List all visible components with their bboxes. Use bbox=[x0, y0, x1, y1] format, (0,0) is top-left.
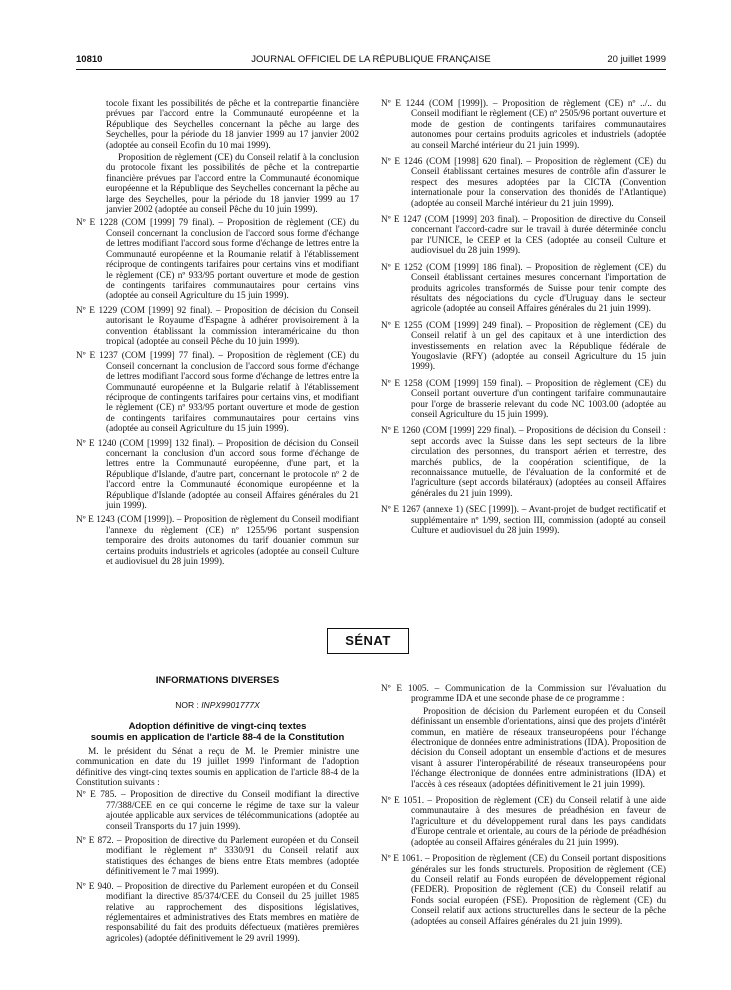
list-item: Nº E 872. – Proposition de directive du Parlement européen et du Conseil modifiant le règlement nº 3330/91 du Conseil relatif aux statistiques des échanges de biens entre Etats membres (adoptée définitivement le 7 mai 1999). bbox=[76, 836, 359, 878]
list-item: Nº E 1244 (COM [1999]). – Proposition de règlement (CE) nº ../.. du Conseil modifiant le règlement (CE) nº 2505/96 portant ouverture et mode de gestion de contingents tarifaires communautaires autonomes pour certains produits agricoles et industriels (adoptée au conseil Marché intérieur du 21 juin 1999). bbox=[381, 99, 666, 151]
list-item: Nº E 1252 (COM [1999] 186 final). – Proposition de règlement (CE) du Conseil établissant certaines mesures concernant l'importation de produits agricoles transformés de Suisse pour tenir compte des résultats des négociations du cycle d'Uruguay dans le secteur agricole (adoptée au conseil Affaires générales du 21 juin 1999). bbox=[381, 262, 666, 315]
journal-title: JOURNAL OFFICIEL DE LA RÉPUBLIQUE FRANÇAISE bbox=[251, 54, 491, 65]
list-item: Nº E 1240 (COM [1999] 132 final). – Proposition de décision du Conseil concernant la conclusion d'un accord sous forme d'échange de lettres entre la Communauté européenne, d'une part, et la République d'Islande, d'autre part, concernant le protocole nº 2 de l'accord entre la Communauté économique européenne et la République d'Islande (adoptée au conseil Affaires générales du 21 juin 1999). bbox=[76, 438, 359, 512]
nor-reference bbox=[76, 700, 359, 710]
list-item: Nº E 1237 (COM [1999] 77 final). – Proposition de règlement (CE) du Conseil concernant la conclusion de l'accord sous forme d'échange de lettres modifiant l'accord sous forme d'échange de lettres entre la Communauté européenne et la Bulgarie relatif à l'établissement réciproque de contingents tarifaires pour certains vins, et modifiant le règlement (CE) nº 933/95 portant ouverture et mode de gestion de contingents tarifaires communautaires pour certains vins (adoptée au conseil Agriculture du 15 juin 1999). bbox=[76, 351, 359, 435]
list-item: Nº E 1061. – Proposition de règlement (CE) du Conseil portant dispositions générales sur les fonds structurels. Proposition de règlement (CE) du Conseil relatif au Fonds européen de développement régional (FEDER). Proposition de règlement (CE) du Conseil relatif au Fonds social européen (FSE). Proposition de règlement (CE) du Conseil relatif aux actions structurelles dans le secteur de la pêche (adoptées au conseil Affaires générales du 21 juin 1999). bbox=[381, 854, 666, 927]
page-number: 10810 bbox=[76, 54, 103, 65]
list-item: Nº E 1228 (COM [1999] 79 final). – Proposition de règlement (CE) du Conseil concernant la conclusion de l'accord sous forme d'échange de lettres modifiant l'accord sous forme d'échange de lettres entre la Communauté européenne et la Roumanie relatif à l'établissement réciproque de contingents tarifaires pour certains vins et modifiant le règlement (CE) nº 933/95 portant ouverture et mode de gestion de contingents tarifaires communautaires pour certains vins (adoptée au conseil Agriculture du 15 juin 1999). bbox=[76, 218, 359, 302]
column-left-bottom bbox=[76, 676, 359, 948]
column-left-top bbox=[76, 99, 359, 571]
header-rule bbox=[76, 69, 666, 70]
issue-date: 20 juillet 1999 bbox=[607, 54, 666, 65]
list-item: Nº E 1255 (COM [1999] 249 final). – Proposition de règlement (CE) du Conseil relatif à un gel des capitaux et à une interdiction des investissements en relation avec la République fédérale de Yougoslavie (RFY) (adoptée au conseil Agriculture du 15 juin 1999). bbox=[381, 320, 666, 373]
list-item: Nº E 1260 (COM [1999] 229 final). – Propositions de décision du Conseil : sept accords avec la Suisse dans les sept secteurs de la libre circulation des personnes, du transport aérien et terrestre, des marchés publics, de la coopération scientifique, de la reconnaissance mutuelle, de l'évaluation de la conformité et de l'agriculture (sept accords bilatéraux) (adoptées au conseil Affaires générales du 21 juin 1999). bbox=[381, 426, 666, 499]
continued-text: Proposition de décision du Parlement européen et du Conseil définissant un ensemble d'orientations, ainsi que des projets d'intérêt commun, en matière de réseaux transeuropéens pour l'échange électronique de données entre administrations (IDA). Proposition de décision du Conseil adoptant un ensemble d'actions et de mesures visant à assurer l'interopérabilité de réseaux transeuropéens pour l'échange électronique de données entre administrations (IDA) et l'accès à ces réseaux (adoptées définitivement le 21 juin 1999). bbox=[411, 706, 666, 790]
list-item: Nº E 1258 (COM [1999] 159 final). – Proposition de règlement (CE) du Conseil portant ouverture d'un contingent tarifaire communautaire pour l'orge de brasserie relevant du code NC 1003.00 (adoptée au conseil Agriculture du 15 juin 1999). bbox=[381, 378, 666, 420]
list-item: Nº E 940. – Proposition de directive du Parlement européen et du Conseil modifiant la directive 85/374/CEE du Conseil du 25 juillet 1985 relative au rapprochement des dispositions législatives, réglementaires et administratives des Etats membres en matière de responsabilité du fait des produits défectueux (matières premières agricoles) (adoptée définitivement le 29 avril 1999). bbox=[76, 881, 359, 944]
list-item: Nº E 1267 (annexe 1) (SEC [1999]). – Avant-projet de budget rectificatif et supplémentaire nº 1/99, section III, commission (adopté au conseil Culture et audiovisuel du 28 juin 1999). bbox=[381, 505, 666, 537]
list-item: Nº E 1247 (COM [1999] 203 final). – Proposition de directive du Conseil concernant l'accord-cadre sur le travail à durée déterminée conclu par l'UNICE, le CEEP et la CES (adoptée au conseil Culture et audiovisuel du 28 juin 1999). bbox=[381, 215, 666, 257]
continued-text: Proposition de règlement (CE) du Conseil relatif à la conclusion du protocole fixant les possibilités de pêche et la contrepartie financière prévues par l'accord entre la Communauté économique européenne et la République des Seychelles concernant la pêche au large des Seychelles, pour la période du 18 janvier 1999 au 17 janvier 2002 (adoptée au conseil Pêche du 10 juin 1999). bbox=[106, 153, 359, 216]
article-title-line-2: soumis en application de l'article 88-4 de la Constitution bbox=[90, 731, 345, 743]
section-heading-senat: SÉNAT bbox=[327, 628, 409, 654]
column-right-top bbox=[381, 99, 666, 540]
nor-label: NOR : bbox=[175, 700, 199, 711]
continued-text: tocole fixant les possibilités de pêche et la contrepartie financière prévues par l'accord entre la Communauté européenne et la République des Seychelles concernant la pêche au large des Seychelles, pour la période du 18 janvier 1999 au 17 janvier 2002 (adoptée au conseil Ecofin du 10 mai 1999). bbox=[106, 99, 359, 151]
article-title bbox=[76, 721, 359, 743]
intro-paragraph: M. le président du Sénat a reçu de M. le Premier ministre une communication en date du 19 juillet 1999 l'informant de l'adoption définitive des vingt-cinq textes soumis en application de l'article 88-4 de la Constitution suivants : bbox=[76, 746, 359, 789]
nor-code: INPX9901777X bbox=[201, 700, 260, 711]
article-title-line-1: Adoption définitive de vingt-cinq textes bbox=[128, 720, 307, 732]
list-item: Nº E 1246 (COM [1998] 620 final). – Proposition de règlement (CE) du Conseil établissant certaines mesures de contrôle afin d'assurer le respect des mesures adoptées par la CICTA (Convention internationale pour la conservation des thonidés de l'Atlantique) (adoptée au conseil Marché intérieur du 21 juin 1999). bbox=[381, 157, 666, 209]
column-right-bottom bbox=[381, 684, 666, 931]
section-title: INFORMATIONS DIVERSES bbox=[155, 675, 280, 686]
list-item: Nº E 1005. – Communication de la Commission sur l'évaluation du programme IDA et une seconde phase de ce programme : bbox=[381, 684, 666, 705]
list-item: Nº E 1229 (COM [1999] 92 final). – Proposition de décision du Conseil autorisant le Royaume d'Espagne à adhérer provisoirement à la convention établissant la commission interaméricaine du thon tropical (adoptée au conseil Pêche du 10 juin 1999). bbox=[76, 305, 359, 347]
page-header bbox=[76, 54, 666, 68]
list-item: Nº E 1243 (COM [1999]). – Proposition de règlement du Conseil modifiant l'annexe du règlement (CE) nº 1255/96 portant suspension temporaire des droits autonomes du tarif douanier commun sur certains produits industriels et agricoles (adoptée au conseil Culture et audiovisuel du 28 juin 1999). bbox=[76, 515, 359, 568]
list-item: Nº E 1051. – Proposition de règlement (CE) du Conseil relatif à une aide communautaire à des mesures de préadhésion en faveur de l'agriculture et du développement rural dans les pays candidats d'Europe centrale et orientale, au cours de la période de préadhésion (adoptée au conseil Affaires générales du 21 juin 1999). bbox=[381, 796, 666, 848]
list-item: Nº E 785. – Proposition de directive du Conseil modifiant la directive 77/388/CEE en ce qui concerne le régime de taxe sur la valeur ajoutée applicable aux services de télécommunications (adoptée au conseil Transports du 17 juin 1999). bbox=[76, 790, 359, 832]
